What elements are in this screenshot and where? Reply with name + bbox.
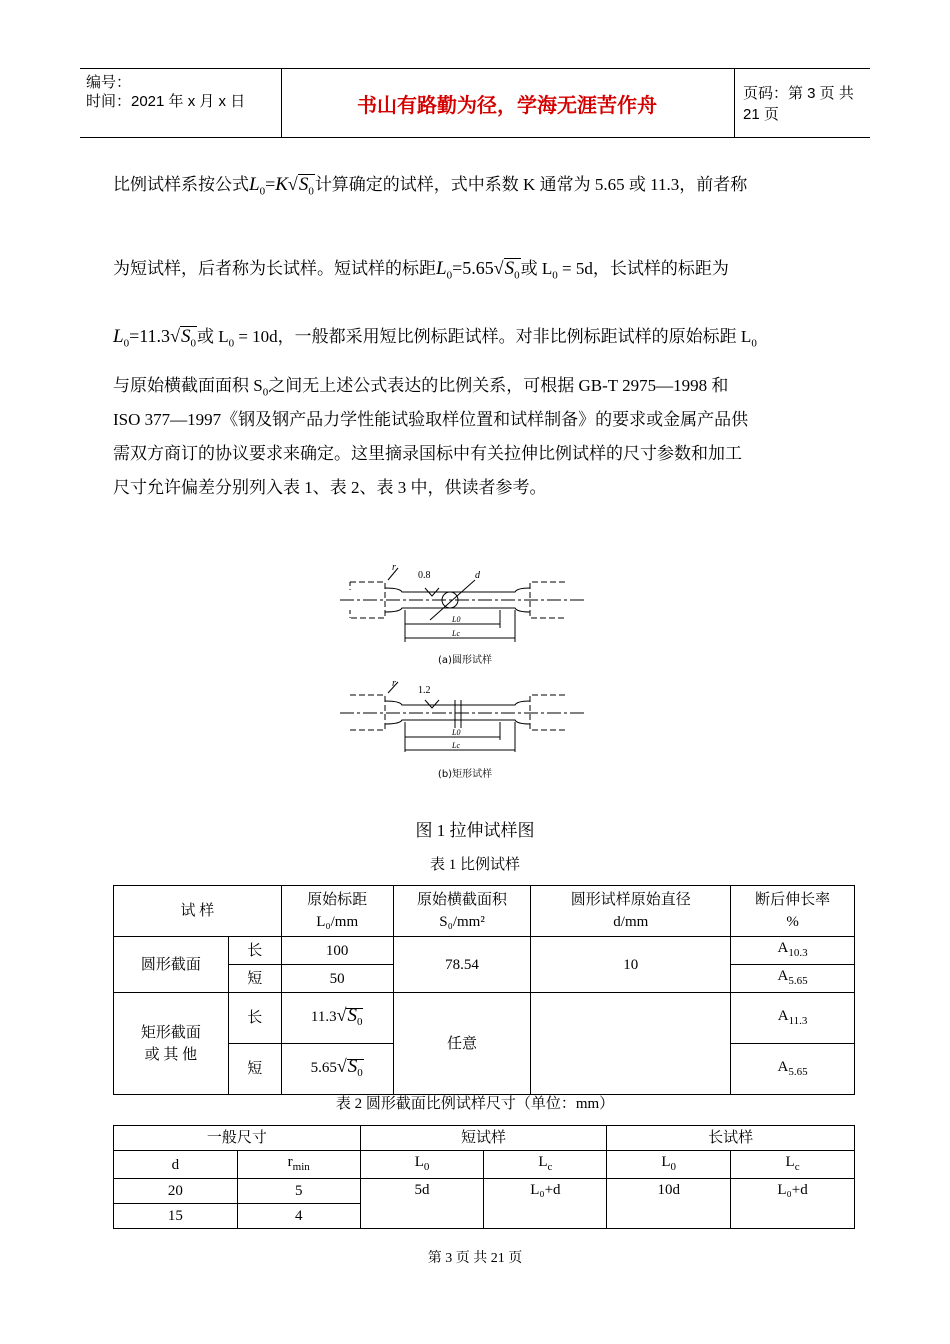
table2-header-general: 一般尺寸 (114, 1126, 361, 1151)
formula-symbol: K (275, 174, 288, 195)
table2-header-long: 长试样 (607, 1126, 855, 1151)
page-footer: 第 3 页 共 21 页 (427, 1251, 523, 1266)
subscript: 0 (228, 337, 235, 350)
table1-title: 表 1 比例试样 (429, 857, 520, 873)
table1-cell: 长 (228, 937, 281, 965)
header-unit: % (786, 914, 799, 930)
figure-title: 图 1 拉伸试样图 (415, 821, 535, 840)
text: L (661, 1154, 671, 1170)
table2-cell: L₀+d (484, 1179, 607, 1229)
subscript: 0 (552, 269, 558, 282)
text: 计算确定的试样，式中系数 K 通常为 5.65 或 11.3，前者称 (314, 175, 748, 194)
table2-col-Lc: $L_c$ (731, 1151, 855, 1179)
formula-symbol: S (180, 326, 191, 347)
subscript: 0 (446, 269, 453, 282)
table1-round-section: 圆形截面 (114, 937, 229, 993)
header-number: 编号： (86, 74, 132, 91)
formula-symbol: S (504, 258, 515, 279)
fig-label-d: d (475, 570, 480, 581)
table1-cell (531, 993, 731, 1095)
subscript: min (292, 1161, 310, 1173)
formula-2: $L_0=5.65√S_0$ (436, 258, 520, 282)
table1-cell: 100 (281, 937, 393, 965)
table1-cell: $A_{11.3}$ (731, 993, 855, 1044)
fig-label-roughness: 1.2 (418, 685, 431, 696)
table2-cell: 4 (237, 1204, 360, 1229)
table1-header-gauge (281, 886, 393, 937)
table1-cell: $11.3√S_0$ (281, 993, 393, 1044)
table2-cell: 10d (607, 1179, 731, 1229)
table2-title: 表 2 圆形截面比例试样尺寸（单位：mm） (335, 1096, 615, 1112)
header-text: 原始标距 (307, 892, 368, 908)
text: 比例试样系按公式 (113, 175, 249, 194)
formula-symbol: S (298, 174, 309, 195)
table2-header-short: 短试样 (360, 1126, 607, 1151)
table1-header-area (393, 886, 531, 937)
table1-rect-section (114, 993, 229, 1095)
table1-cell: 任意 (393, 993, 531, 1095)
fig-label-roughness: 0.8 (418, 570, 431, 581)
text: 或 其 他 (144, 1046, 198, 1063)
text: 或 L (520, 259, 553, 278)
fig-caption-b: (b)矩形试样 (437, 769, 493, 780)
fig-label-r: r (392, 562, 396, 573)
table1-cell: 长 (228, 993, 281, 1044)
subscript: 0 (308, 185, 314, 198)
table1-cell: 78.54 (393, 937, 531, 993)
table-round-specimen-dimensions (113, 1125, 855, 1229)
subscript: 0 (357, 1066, 363, 1079)
fig-label-L0: L0 (452, 728, 461, 737)
fig-caption-a: (a)圆形试样 (438, 655, 492, 666)
table1-cell: 短 (228, 965, 281, 993)
subscript: 0 (356, 1015, 363, 1028)
formula-symbol: L (249, 174, 260, 195)
table2-cell: 5d (360, 1179, 484, 1229)
body-line-3 (113, 322, 757, 349)
subscript: 0 (751, 337, 757, 350)
text: 为短试样，后者称为长试样。短试样的标距 (113, 259, 436, 278)
table2-col-Lc: $L_c$ (484, 1151, 607, 1179)
header-unit: S₀/mm² (439, 914, 485, 930)
table2-col-r (237, 1151, 360, 1179)
formula-1: $L_0=K√S_0$ (249, 174, 314, 198)
text: 之间无上述公式表达的比例关系，可根据 GB-T 2975—1998 和 (268, 376, 729, 395)
page-header (80, 68, 870, 138)
fig-label-Lc: Lc (452, 629, 460, 638)
header-page: 页码：第 3 页 共 21 页 (743, 85, 854, 123)
formula-coef: =11.3 (129, 326, 171, 346)
header-text: 断后伸长率 (755, 892, 831, 908)
formula-coef: =5.65 (452, 258, 494, 278)
rect-specimen-drawing (340, 682, 585, 752)
formula-symbol: L (436, 258, 447, 279)
header-text: 原始横截面积 (417, 892, 508, 908)
table1-cell: $5.65√S_0$ (281, 1044, 393, 1095)
formula-symbol: = (265, 174, 276, 194)
table-proportional-specimens (113, 885, 855, 1095)
header-time: 时间：2021 年 x 月 x 日 (86, 93, 246, 110)
body-line-2 (113, 254, 729, 281)
subscript: 0 (259, 185, 266, 198)
table2-cell: 5 (237, 1179, 360, 1204)
table1-cell: 短 (228, 1044, 281, 1095)
body-line-4 (113, 371, 728, 398)
text: L (785, 1154, 795, 1170)
text: r (287, 1154, 293, 1170)
text: 与原始横截面面积 S (113, 376, 263, 395)
subscript: 0 (123, 337, 130, 350)
round-specimen-drawing (340, 568, 585, 642)
table-row (114, 1179, 855, 1204)
header-unit: L₀/mm (316, 914, 359, 930)
table2-col-L0: $L_0$ (607, 1151, 731, 1179)
subscript: 0 (262, 386, 269, 399)
text: 或 L (196, 327, 229, 346)
text: L (414, 1154, 424, 1170)
body-line-7: 尺寸允许偏差分别列入表 1、表 2、表 3 中，供读者参考。 (113, 478, 547, 497)
fig-label-r: r (392, 678, 396, 689)
subscript: 0 (514, 269, 520, 282)
formula-3: $L_0=11.3√S_0$ (113, 326, 196, 350)
body-line-1 (113, 170, 747, 197)
symbol: S (347, 1004, 357, 1026)
text: L (538, 1154, 548, 1170)
formula-symbol: L (113, 326, 124, 347)
coef: 11.3 (310, 1008, 337, 1025)
table2-col-L0: $L_0$ (360, 1151, 484, 1179)
text: = 5d，长试样的标距为 (557, 259, 729, 278)
table1-cell: 10 (531, 937, 731, 993)
fig-label-L0: L0 (452, 615, 461, 624)
fig-label-Lc: Lc (452, 741, 460, 750)
tensile-specimen-figure (330, 560, 600, 780)
header-meta (80, 69, 280, 137)
table1-cell: $A_{5.65}$ (731, 1044, 855, 1095)
body-line-6: 需双方商订的协议要求来确定。这里摘录国标中有关拉伸比例试样的尺寸参数和加工 (113, 444, 742, 463)
symbol: S (347, 1055, 358, 1077)
table1-header-diameter (531, 886, 731, 937)
table1-header-sample: 试 样 (114, 886, 282, 937)
header-text: 圆形试样原始直径 (570, 892, 691, 908)
header-unit: d/mm (613, 914, 649, 930)
table2-col-d: d (114, 1151, 238, 1179)
coef: 5.65 (310, 1059, 337, 1076)
table1-cell: $A_{10.3}$ (731, 937, 855, 965)
text: 矩形截面 (140, 1024, 201, 1041)
table2-cell: 20 (114, 1179, 238, 1204)
table1-cell: 50 (281, 965, 393, 993)
table1-header-elongation (731, 886, 855, 937)
table2-cell: L₀+d (731, 1179, 855, 1229)
body-line-5: ISO 377—1997《钢及钢产品力学性能试验取样位置和试样制备》的要求或金属产品供 (113, 410, 749, 429)
subscript: 0 (190, 337, 196, 350)
header-motto: 书山有路勤为径，学海无涯苦作舟 (357, 92, 657, 117)
text: = 10d，一般都采用短比例标距试样。对非比例标距试样的原始标距 L (234, 327, 752, 346)
table1-cell: $A_{5.65}$ (731, 965, 855, 993)
table2-cell: 15 (114, 1204, 238, 1229)
